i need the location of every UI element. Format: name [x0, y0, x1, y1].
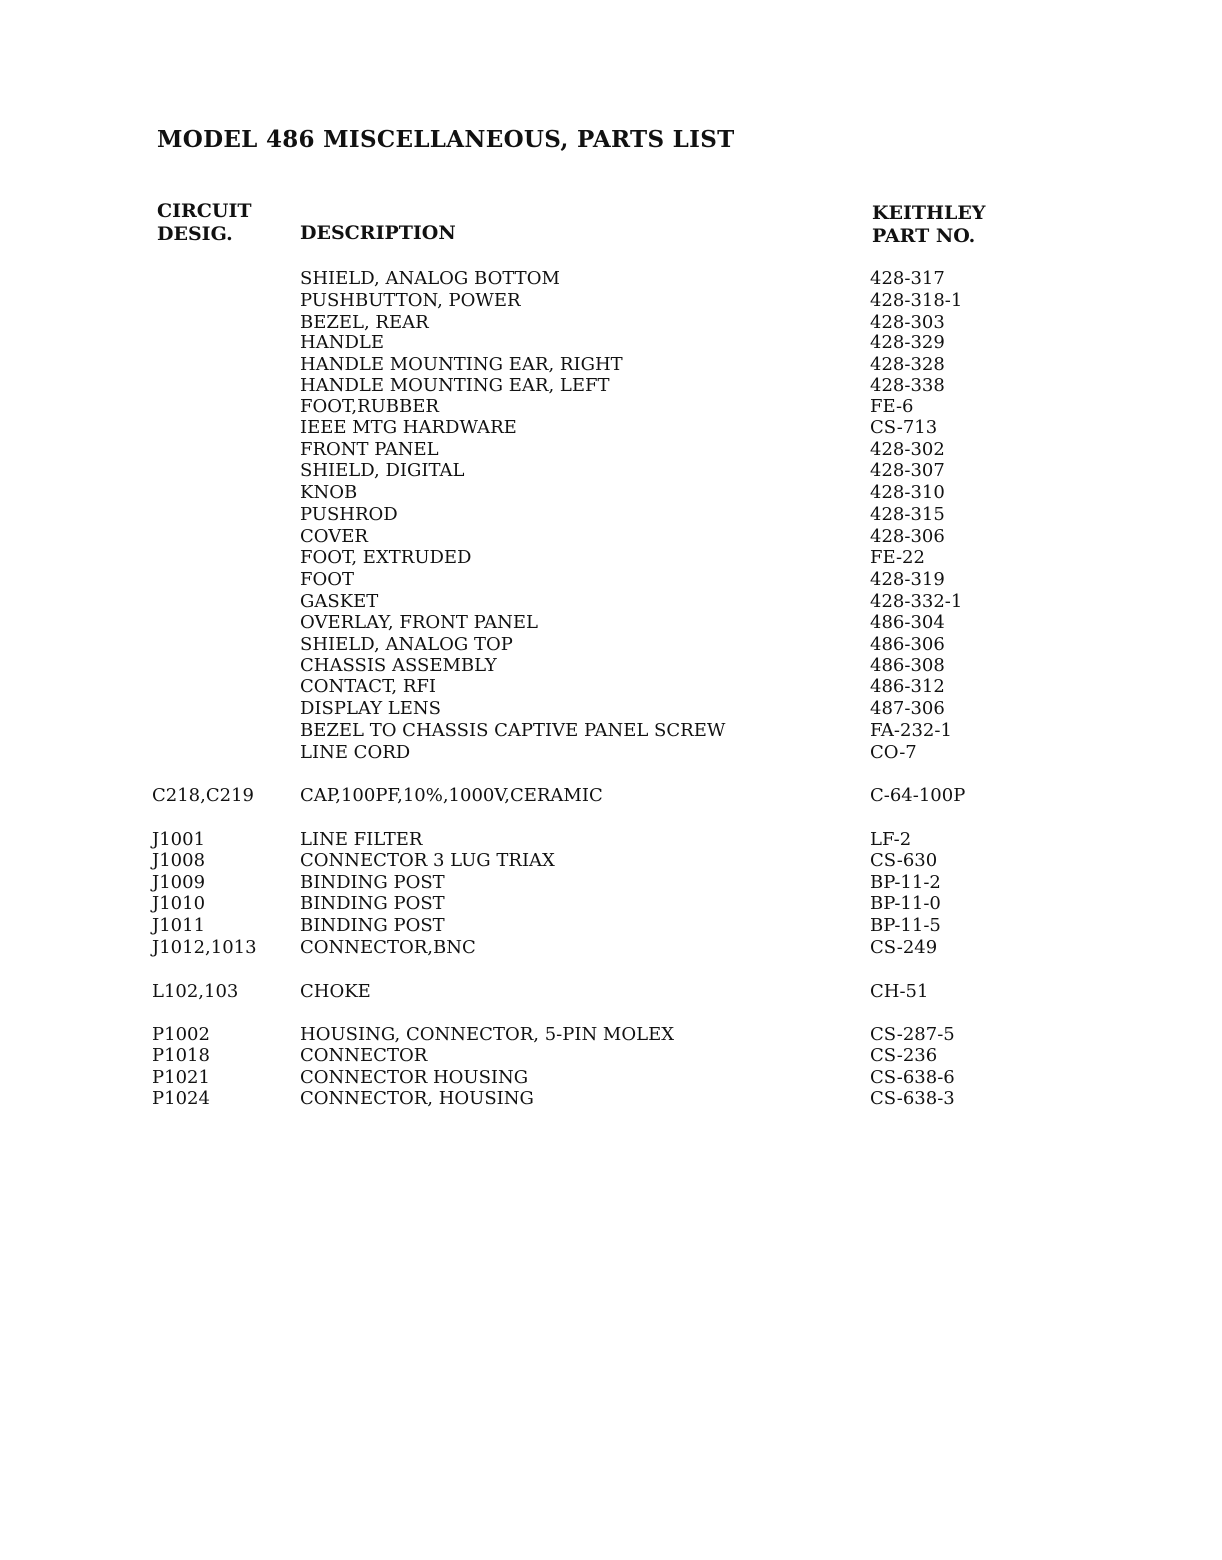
description-cell: CONNECTOR,BNC [300, 937, 476, 958]
part-number-cell: CO-7 [870, 742, 917, 763]
table-row [0, 312, 1222, 334]
description-cell: FOOT, EXTRUDED [300, 547, 472, 568]
description-cell: DISPLAY LENS [300, 698, 441, 719]
description-cell: FOOT,RUBBER [300, 396, 439, 417]
part-no-header-line2: PART NO. [872, 225, 976, 247]
part-number-cell: 428-302 [870, 439, 945, 460]
circuit-desig-cell: C218,C219 [152, 785, 254, 806]
part-number-cell: CS-236 [870, 1045, 938, 1066]
circuit-desig-cell: P1002 [152, 1024, 210, 1045]
description-cell: BINDING POST [300, 893, 445, 914]
part-number-cell: 428-307 [870, 460, 945, 481]
description-cell: BINDING POST [300, 872, 445, 893]
part-number-cell: CS-713 [870, 417, 938, 438]
part-number-cell: 428-332-1 [870, 591, 963, 612]
table-row [0, 937, 1222, 959]
circuit-desig-cell: J1009 [152, 872, 206, 893]
part-number-cell: CS-638-3 [870, 1088, 955, 1109]
part-number-cell: 486-308 [870, 655, 945, 676]
table-row [0, 698, 1222, 720]
part-number-cell: CS-287-5 [870, 1024, 955, 1045]
description-cell: BEZEL TO CHASSIS CAPTIVE PANEL SCREW [300, 720, 726, 741]
description-cell: KNOB [300, 482, 358, 503]
table-row [0, 547, 1222, 569]
part-number-cell: BP-11-5 [870, 915, 941, 936]
table-row [0, 1045, 1222, 1067]
table-row [0, 504, 1222, 526]
description-cell: PUSHBUTTON, POWER [300, 290, 521, 311]
description-cell: LINE CORD [300, 742, 411, 763]
table-row [0, 655, 1222, 677]
table-row [0, 742, 1222, 764]
part-number-cell: 428-306 [870, 526, 945, 547]
description-cell: GASKET [300, 591, 379, 612]
table-row [0, 872, 1222, 894]
table-row [0, 268, 1222, 290]
description-cell: HANDLE MOUNTING EAR, RIGHT [300, 354, 623, 375]
table-row [0, 893, 1222, 915]
description-cell: CAP,100PF,10%,1000V,CERAMIC [300, 785, 603, 806]
description-cell: IEEE MTG HARDWARE [300, 417, 517, 438]
table-row [0, 1024, 1222, 1046]
table-row [0, 417, 1222, 439]
part-number-cell: FA-232-1 [870, 720, 952, 741]
description-cell: CHOKE [300, 981, 371, 1002]
description-cell: CONTACT, RFI [300, 676, 437, 697]
table-row [0, 676, 1222, 698]
table-row [0, 354, 1222, 376]
table-row [0, 720, 1222, 742]
part-no-header [872, 202, 985, 248]
part-number-cell: FE-22 [870, 547, 925, 568]
part-number-cell: 428-329 [870, 332, 945, 353]
description-cell: HANDLE [300, 332, 384, 353]
table-row [0, 591, 1222, 613]
description-cell: SHIELD, ANALOG TOP [300, 634, 513, 655]
description-cell: CONNECTOR, HOUSING [300, 1088, 534, 1109]
part-number-cell: 428-338 [870, 375, 945, 396]
table-row [0, 850, 1222, 872]
table-row [0, 396, 1222, 418]
circuit-desig-cell: P1021 [152, 1067, 210, 1088]
description-cell: COVER [300, 526, 368, 547]
table-row [0, 981, 1222, 1003]
table-row [0, 460, 1222, 482]
circuit-desig-header-line1: CIRCUIT [157, 200, 252, 222]
part-number-cell: CH-51 [870, 981, 929, 1002]
circuit-desig-cell: J1001 [152, 829, 206, 850]
part-number-cell: LF-2 [870, 829, 912, 850]
table-row [0, 829, 1222, 851]
part-number-cell: 487-306 [870, 698, 945, 719]
part-number-cell: C-64-100P [870, 785, 966, 806]
description-cell: CONNECTOR 3 LUG TRIAX [300, 850, 555, 871]
description-cell: CONNECTOR HOUSING [300, 1067, 529, 1088]
table-row [0, 375, 1222, 397]
description-cell: OVERLAY, FRONT PANEL [300, 612, 538, 633]
circuit-desig-header-line2: DESIG. [157, 223, 233, 245]
table-row [0, 634, 1222, 656]
table-row [0, 332, 1222, 354]
circuit-desig-cell: P1024 [152, 1088, 210, 1109]
part-number-cell: 486-312 [870, 676, 945, 697]
table-row [0, 482, 1222, 504]
table-row [0, 612, 1222, 634]
part-number-cell: 428-328 [870, 354, 945, 375]
table-row [0, 785, 1222, 807]
circuit-desig-cell: J1010 [152, 893, 206, 914]
description-cell: LINE FILTER [300, 829, 423, 850]
circuit-desig-cell: J1011 [152, 915, 206, 936]
description-cell: BEZEL, REAR [300, 312, 429, 333]
table-row [0, 526, 1222, 548]
part-number-cell: CS-630 [870, 850, 938, 871]
part-number-cell: 428-310 [870, 482, 945, 503]
part-number-cell: 486-306 [870, 634, 945, 655]
description-cell: HOUSING, CONNECTOR, 5-PIN MOLEX [300, 1024, 675, 1045]
part-number-cell: 428-317 [870, 268, 945, 289]
table-row [0, 569, 1222, 591]
description-cell: CONNECTOR [300, 1045, 428, 1066]
part-number-cell: CS-249 [870, 937, 938, 958]
description-cell: SHIELD, ANALOG BOTTOM [300, 268, 560, 289]
part-number-cell: BP-11-2 [870, 872, 941, 893]
part-number-cell: 428-319 [870, 569, 945, 590]
circuit-desig-header [157, 200, 252, 246]
part-number-cell: FE-6 [870, 396, 914, 417]
table-row [0, 439, 1222, 461]
circuit-desig-cell: J1012,1013 [152, 937, 257, 958]
table-row [0, 1088, 1222, 1110]
circuit-desig-cell: L102,103 [152, 981, 239, 1002]
description-cell: SHIELD, DIGITAL [300, 460, 465, 481]
part-number-cell: CS-638-6 [870, 1067, 955, 1088]
part-number-cell: BP-11-0 [870, 893, 941, 914]
part-number-cell: 486-304 [870, 612, 945, 633]
circuit-desig-cell: P1018 [152, 1045, 210, 1066]
part-number-cell: 428-318-1 [870, 290, 963, 311]
circuit-desig-cell: J1008 [152, 850, 206, 871]
page-title: MODEL 486 MISCELLANEOUS, PARTS LIST [157, 126, 735, 153]
table-row [0, 290, 1222, 312]
description-cell: FRONT PANEL [300, 439, 439, 460]
description-header: DESCRIPTION [300, 222, 456, 244]
part-no-header-line1: KEITHLEY [872, 202, 986, 224]
part-number-cell: 428-315 [870, 504, 945, 525]
part-number-cell: 428-303 [870, 312, 945, 333]
description-cell: HANDLE MOUNTING EAR, LEFT [300, 375, 610, 396]
description-cell: FOOT [300, 569, 355, 590]
table-row [0, 1067, 1222, 1089]
description-cell: BINDING POST [300, 915, 445, 936]
table-row [0, 915, 1222, 937]
description-cell: CHASSIS ASSEMBLY [300, 655, 497, 676]
description-cell: PUSHROD [300, 504, 398, 525]
